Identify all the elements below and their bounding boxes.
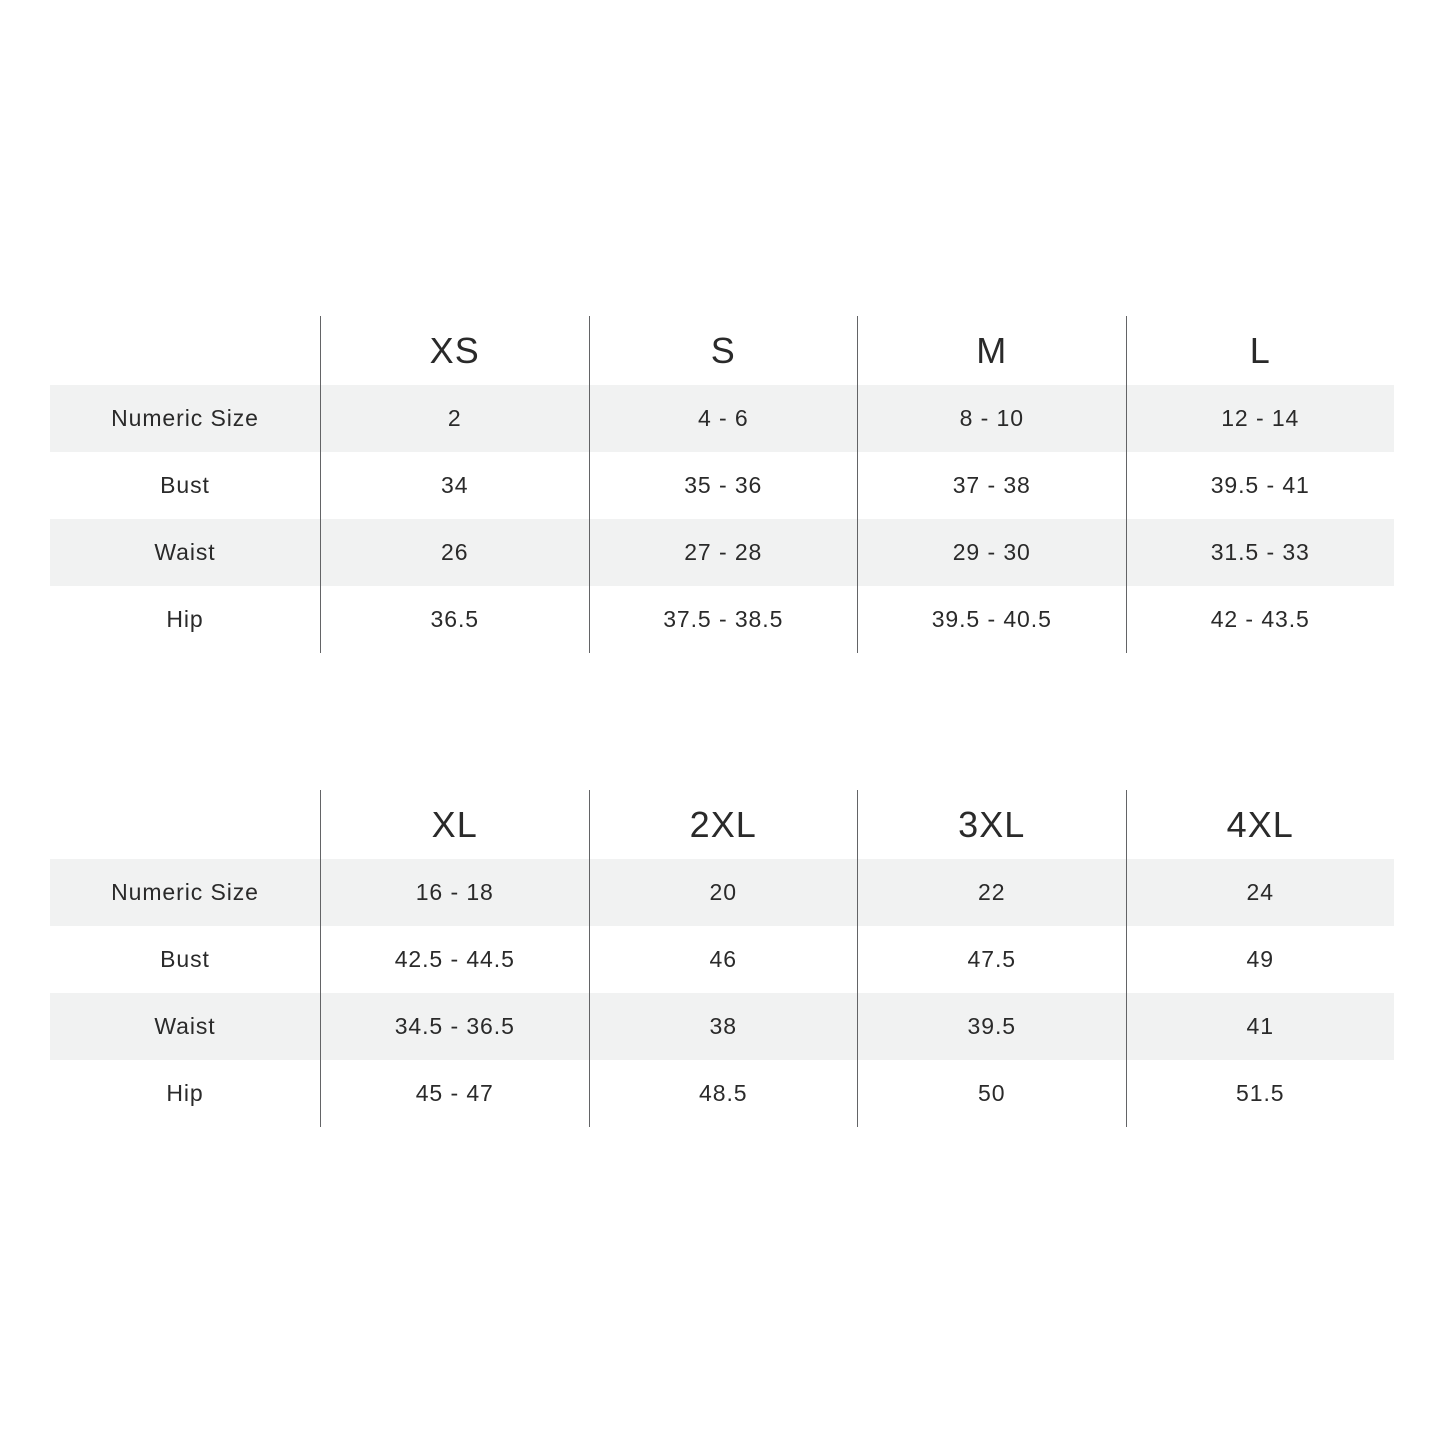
value-cell: 50 — [857, 1060, 1126, 1127]
value-cell: 46 — [589, 926, 858, 993]
value-cell: 35 - 36 — [589, 452, 858, 519]
table-corner-cell — [50, 316, 320, 385]
value-cell: 26 — [320, 519, 589, 586]
size-header-xs: XS — [320, 316, 589, 385]
row-label-hip: Hip — [166, 1080, 204, 1106]
value-cell: 8 - 10 — [857, 385, 1126, 452]
value-cell: 12 - 14 — [1126, 385, 1395, 452]
size-header-3xl: 3XL — [857, 790, 1126, 859]
value-cell: 39.5 — [857, 993, 1126, 1060]
size-table-xs-l — [50, 316, 1394, 653]
row-label-bust: Bust — [160, 472, 210, 498]
value-cell: 37 - 38 — [857, 452, 1126, 519]
value-cell: 38 — [589, 993, 858, 1060]
value-cell: 29 - 30 — [857, 519, 1126, 586]
value-cell: 34.5 - 36.5 — [320, 993, 589, 1060]
value-cell: 36.5 — [320, 586, 589, 653]
value-cell: 24 — [1126, 859, 1395, 926]
value-cell: 48.5 — [589, 1060, 858, 1127]
value-cell: 20 — [589, 859, 858, 926]
value-cell: 22 — [857, 859, 1126, 926]
value-cell: 42.5 - 44.5 — [320, 926, 589, 993]
size-table-xl-4xl — [50, 790, 1394, 1127]
value-cell: 27 - 28 — [589, 519, 858, 586]
row-label-waist: Waist — [50, 519, 320, 586]
value-cell: 39.5 - 40.5 — [857, 586, 1126, 653]
size-header-m: M — [857, 316, 1126, 385]
value-cell: 39.5 - 41 — [1126, 452, 1395, 519]
value-cell: 47.5 — [857, 926, 1126, 993]
row-label-waist: Waist — [50, 993, 320, 1060]
size-header-xl: XL — [320, 790, 589, 859]
size-header-s: S — [589, 316, 858, 385]
value-cell: 45 - 47 — [320, 1060, 589, 1127]
value-cell: 49 — [1126, 926, 1395, 993]
value-cell: 2 — [320, 385, 589, 452]
size-header-4xl: 4XL — [1126, 790, 1395, 859]
value-cell: 37.5 - 38.5 — [589, 586, 858, 653]
size-header-2xl: 2XL — [589, 790, 858, 859]
row-label-numeric-size: Numeric Size — [50, 859, 320, 926]
value-cell: 16 - 18 — [320, 859, 589, 926]
value-cell: 42 - 43.5 — [1126, 586, 1395, 653]
row-label-hip: Hip — [166, 606, 204, 632]
row-label-bust: Bust — [160, 946, 210, 972]
value-cell: 41 — [1126, 993, 1395, 1060]
row-label-numeric-size: Numeric Size — [50, 385, 320, 452]
table-corner-cell — [50, 790, 320, 859]
size-header-l: L — [1126, 316, 1395, 385]
value-cell: 51.5 — [1126, 1060, 1395, 1127]
value-cell: 4 - 6 — [589, 385, 858, 452]
value-cell: 31.5 - 33 — [1126, 519, 1395, 586]
value-cell: 34 — [320, 452, 589, 519]
